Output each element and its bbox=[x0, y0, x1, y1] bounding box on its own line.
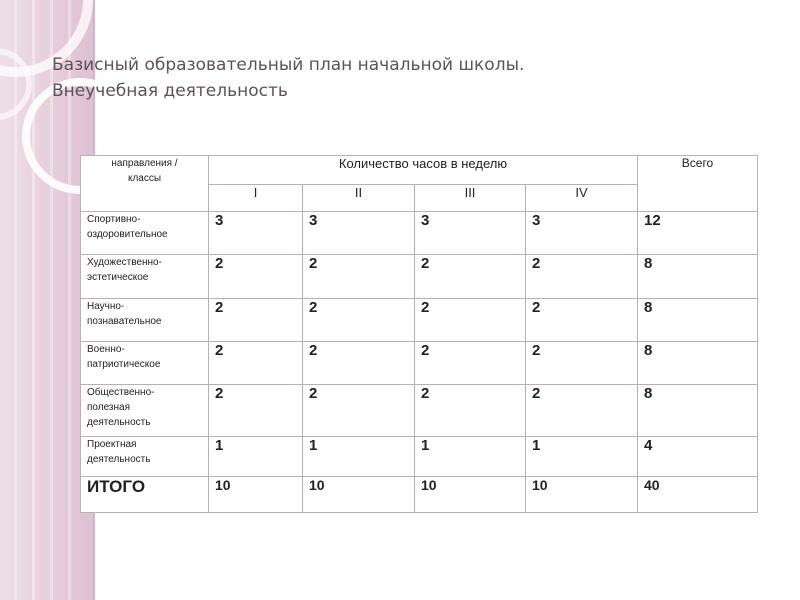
cell-grade-2: 2 bbox=[303, 255, 415, 299]
cell-grade-1: 2 bbox=[209, 342, 303, 385]
cell-grade-2: 1 bbox=[303, 437, 415, 477]
header-grade-2: II bbox=[303, 185, 415, 212]
strip-line bbox=[32, 0, 35, 600]
table-row bbox=[81, 342, 758, 385]
cell-total: 8 bbox=[638, 385, 758, 437]
curriculum-table bbox=[80, 155, 758, 513]
row-label bbox=[81, 342, 209, 385]
title-line-1: Базисный образовательный план начальной школы. bbox=[52, 55, 525, 75]
table-row bbox=[81, 299, 758, 342]
header-directions-classes bbox=[81, 156, 209, 212]
row-label-text: Научно- познавательное bbox=[87, 301, 162, 327]
cell-grade-4: 2 bbox=[526, 385, 638, 437]
row-label bbox=[81, 212, 209, 255]
total-grade-4: 10 bbox=[526, 477, 638, 513]
header-corner-label: направления / классы bbox=[111, 158, 178, 184]
cell-total: 8 bbox=[638, 299, 758, 342]
cell-grade-1: 1 bbox=[209, 437, 303, 477]
total-grade-2: 10 bbox=[303, 477, 415, 513]
total-grade-1: 10 bbox=[209, 477, 303, 513]
table-row bbox=[81, 212, 758, 255]
cell-grade-2: 2 bbox=[303, 385, 415, 437]
header-grade-1: I bbox=[209, 185, 303, 212]
table-row bbox=[81, 255, 758, 299]
cell-grade-1: 2 bbox=[209, 385, 303, 437]
row-label-text: Спортивно- оздоровительное bbox=[87, 214, 168, 240]
cell-total: 8 bbox=[638, 342, 758, 385]
cell-total: 12 bbox=[638, 212, 758, 255]
row-label-text: Общественно- полезная деятельность bbox=[87, 387, 155, 428]
cell-grade-3: 2 bbox=[415, 255, 526, 299]
cell-grade-4: 3 bbox=[526, 212, 638, 255]
cell-grade-2: 2 bbox=[303, 299, 415, 342]
header-grade-4: IV bbox=[526, 185, 638, 212]
cell-grade-1: 2 bbox=[209, 255, 303, 299]
cell-grade-3: 3 bbox=[415, 212, 526, 255]
cell-grade-3: 2 bbox=[415, 342, 526, 385]
cell-grade-4: 2 bbox=[526, 255, 638, 299]
header-row bbox=[81, 156, 758, 185]
total-grade-3: 10 bbox=[415, 477, 526, 513]
cell-grade-3: 2 bbox=[415, 385, 526, 437]
cell-grade-4: 2 bbox=[526, 299, 638, 342]
table-row bbox=[81, 437, 758, 477]
cell-grade-2: 2 bbox=[303, 342, 415, 385]
cell-grade-3: 2 bbox=[415, 299, 526, 342]
cell-grade-1: 3 bbox=[209, 212, 303, 255]
table-row bbox=[81, 385, 758, 437]
header-total: Всего bbox=[638, 156, 758, 212]
title-line-2: Внеучебная деятельность bbox=[52, 81, 288, 101]
row-label bbox=[81, 437, 209, 477]
slide-title bbox=[52, 52, 752, 104]
row-label-text: Военно- патриотическое bbox=[87, 344, 161, 370]
total-all: 40 bbox=[638, 477, 758, 513]
header-hours-per-week: Количество часов в неделю bbox=[209, 156, 638, 185]
header-grade-3: III bbox=[415, 185, 526, 212]
row-label-text: Художественно- эстетическое bbox=[87, 257, 162, 283]
row-label bbox=[81, 255, 209, 299]
cell-grade-4: 1 bbox=[526, 437, 638, 477]
cell-grade-4: 2 bbox=[526, 342, 638, 385]
row-label-text: Проектная деятельность bbox=[87, 439, 151, 465]
total-row bbox=[81, 477, 758, 513]
cell-total: 8 bbox=[638, 255, 758, 299]
cell-total: 4 bbox=[638, 437, 758, 477]
cell-grade-2: 3 bbox=[303, 212, 415, 255]
cell-grade-3: 1 bbox=[415, 437, 526, 477]
cell-grade-1: 2 bbox=[209, 299, 303, 342]
row-label bbox=[81, 385, 209, 437]
row-label bbox=[81, 299, 209, 342]
total-row-label: ИТОГО bbox=[81, 477, 209, 513]
